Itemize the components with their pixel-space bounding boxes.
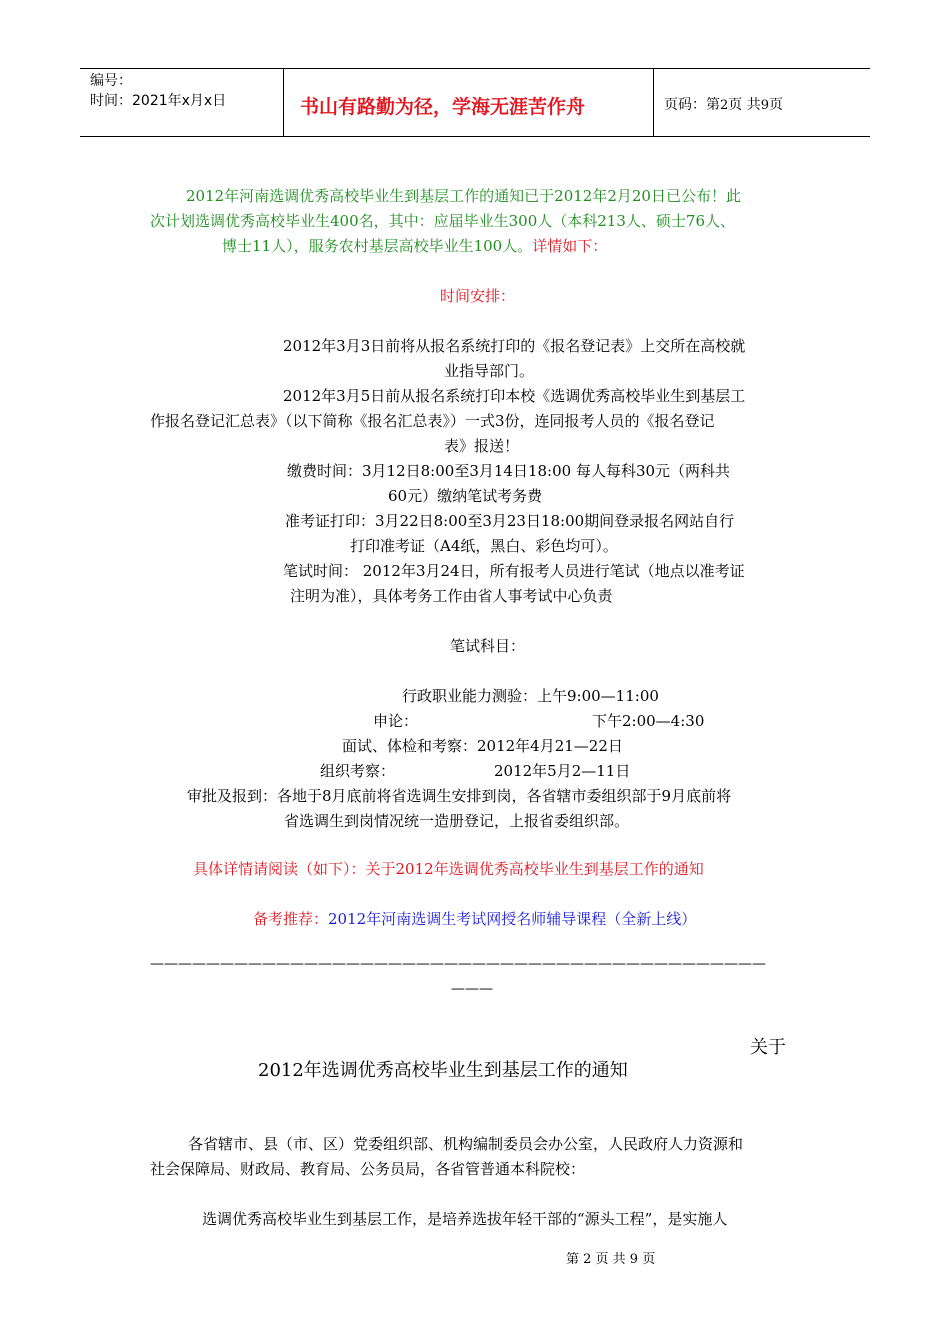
intro-line-1: 2012年河南选调优秀高校毕业生到基层工作的通知已于2012年2月20日已公布！此	[186, 187, 741, 205]
notice-title-pre: 关于	[750, 1037, 786, 1058]
schedule-line: 准考证打印：3月22日8:00至3月23日18:00期间登录报名网站自行	[285, 512, 735, 530]
time-label: 时间：2021年x月x日	[90, 93, 227, 109]
subject-row: 审批及报到：各地于8月底前将省选调生安排到岗，各省辖市委组织部于9月底前将	[187, 787, 732, 805]
intro-line-2: 次计划选调优秀高校毕业生400名，其中：应届毕业生300人（本科213人、硕士76人、	[150, 212, 735, 230]
table-bottom-border	[80, 136, 870, 137]
schedule-line: 注明为准），具体考务工作由省人事考试中心负责	[290, 587, 613, 605]
schedule-line: 业指导部门。	[444, 362, 535, 380]
schedule-line: 2012年3月3日前将从报名系统打印的《报名登记表》上交所在高校就	[283, 337, 746, 355]
schedule-line: 缴费时间：3月12日8:00至3月14日18:00 每人每科30元（两科共	[287, 462, 731, 480]
subject-row-label: 申论：	[373, 712, 419, 730]
detail-line: 具体详情请阅读（如下）：关于2012年选调优秀高校毕业生到基层工作的通知	[193, 860, 704, 878]
intro-line-3: 博士11人），服务农村基层高校毕业生100人。详情如下：	[222, 237, 608, 255]
serial-label: 编号：	[90, 73, 132, 89]
table-divider-left	[283, 68, 284, 137]
page-counter: 页码：第2页 共9页	[664, 97, 784, 113]
page-footer: 第 2 页 共 9 页	[566, 1252, 656, 1267]
notice-body: 选调优秀高校毕业生到基层工作，是培养选拔年轻干部的“源头工程”，是实施人	[202, 1210, 728, 1228]
schedule-line: 作报名登记汇总表》（以下简称《报名汇总表》）一式3份，连同报考人员的《报名登记	[150, 412, 715, 430]
schedule-line: 60元）缴纳笔试考务费	[388, 487, 543, 505]
schedule-line: 表》报送！	[444, 437, 520, 455]
divider-line-end: ———	[451, 981, 493, 997]
subject-row: 行政职业能力测验：上午9:00—11:00	[402, 687, 659, 705]
notice-title: 2012年选调优秀高校毕业生到基层工作的通知	[258, 1060, 628, 1081]
divider-line: ————————————————————————————————————————————	[150, 956, 766, 972]
recommend-link[interactable]: 2012年河南选调生考试网授名师辅导课程（全新上线）	[328, 910, 697, 928]
subject-row: 省选调生到岗情况统一造册登记，上报省委组织部。	[284, 812, 630, 830]
notice-addressee: 社会保障局、财政局、教育局、公务员局，各省管普通本科院校：	[150, 1160, 586, 1178]
table-top-border	[80, 68, 870, 69]
subject-row-value: 下午2:00—4:30	[592, 712, 705, 730]
motto: 书山有路勤为径，学海无涯苦作舟	[300, 96, 586, 118]
table-divider-right	[653, 68, 654, 137]
subjects-heading: 笔试科目：	[450, 637, 526, 655]
notice-addressee: 各省辖市、县（市、区）党委组织部、机构编制委员会办公室，人民政府人力资源和	[188, 1135, 744, 1153]
schedule-line: 笔试时间： 2012年3月24日，所有报考人员进行笔试（地点以准考证	[283, 562, 745, 580]
subject-row-value: 2012年5月2—11日	[494, 762, 631, 780]
subject-row: 面试、体检和考察：2012年4月21—22日	[342, 737, 623, 755]
detail-link[interactable]: 关于2012年选调优秀高校毕业生到基层工作的通知	[365, 860, 704, 878]
recommend-line: 备考推荐：2012年河南选调生考试网授名师辅导课程（全新上线）	[253, 910, 697, 928]
schedule-line: 打印准考证（A4纸，黑白、彩色均可）。	[350, 537, 618, 555]
subject-row-label: 组织考察：	[320, 762, 396, 780]
schedule-line: 2012年3月5日前从报名系统打印本校《选调优秀高校毕业生到基层工	[283, 387, 746, 405]
schedule-heading: 时间安排：	[440, 287, 516, 305]
